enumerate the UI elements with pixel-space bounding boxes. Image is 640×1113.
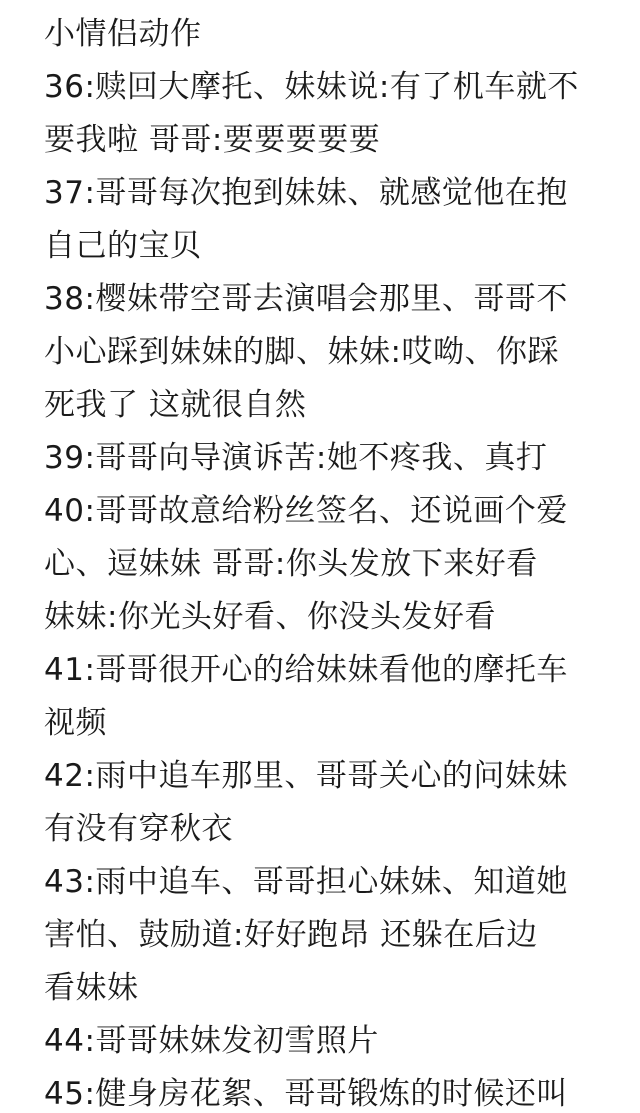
text-line: 心、逗妹妹 哥哥:你头发放下来好看 [44, 546, 538, 582]
title-line: 小情侣动作 [44, 16, 202, 52]
text-block [44, 8, 604, 1113]
text-line-36: 36:赎回大摩托、妹妹说:有了机车就不 [44, 69, 579, 105]
text-line: 看妹妹 [44, 970, 139, 1006]
text-line-43: 43:雨中追车、哥哥担心妹妹、知道她 [44, 864, 568, 900]
text-line: 死我了 这就很自然 [44, 387, 307, 423]
text-line: 有没有穿秋衣 [44, 811, 233, 847]
text-line-44: 44:哥哥妹妹发初雪照片 [44, 1023, 379, 1059]
text-line-45: 45:健身房花絮、哥哥锻炼的时候还叫 [44, 1076, 568, 1112]
text-line: 视频 [44, 705, 107, 741]
text-line-39: 39:哥哥向导演诉苦:她不疼我、真打 [44, 440, 548, 476]
text-line-40: 40:哥哥故意给粉丝签名、还说画个爱 [44, 493, 568, 529]
text-line-41: 41:哥哥很开心的给妹妹看他的摩托车 [44, 652, 568, 688]
text-line: 妹妹:你光头好看、你没头发好看 [44, 599, 496, 635]
text-line: 自己的宝贝 [44, 228, 202, 264]
text-line-42: 42:雨中追车那里、哥哥关心的问妹妹 [44, 758, 568, 794]
text-line: 害怕、鼓励道:好好跑昂 还躲在后边 [44, 917, 538, 953]
text-line: 小心踩到妹妹的脚、妹妹:哎呦、你踩 [44, 334, 559, 370]
text-line-37: 37:哥哥每次抱到妹妹、就感觉他在抱 [44, 175, 568, 211]
text-line: 要我啦 哥哥:要要要要要 [44, 122, 381, 158]
text-line-38: 38:樱妹带空哥去演唱会那里、哥哥不 [44, 281, 568, 317]
